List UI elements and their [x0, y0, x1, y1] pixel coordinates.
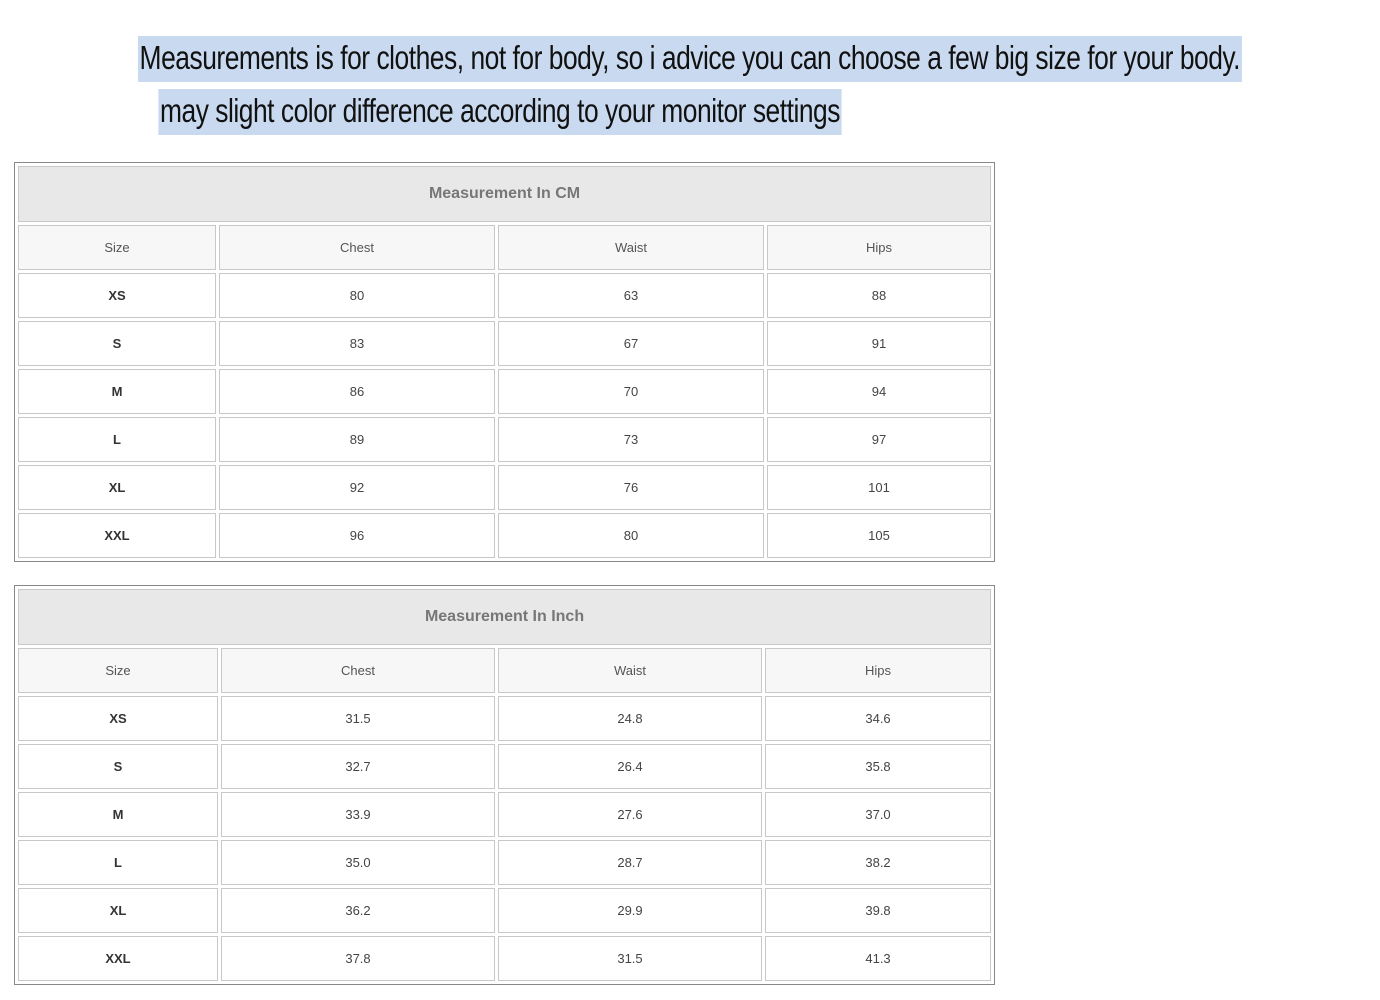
chest-cell: 32.7	[221, 744, 495, 789]
chest-cell: 86	[219, 369, 495, 414]
chest-cell: 37.8	[221, 936, 495, 981]
waist-cell: 76	[498, 465, 764, 510]
chest-cell: 35.0	[221, 840, 495, 885]
hips-cell: 91	[767, 321, 991, 366]
chest-cell: 80	[219, 273, 495, 318]
table-row	[18, 888, 991, 933]
size-table-inch	[14, 585, 995, 985]
size-cell: L	[18, 417, 216, 462]
column-header-size: Size	[18, 225, 216, 270]
size-cell: S	[18, 744, 218, 789]
size-cell: XL	[18, 888, 218, 933]
table-title: Measurement In CM	[18, 166, 991, 222]
hips-cell: 41.3	[765, 936, 991, 981]
size-table-cm	[14, 162, 995, 562]
table-row	[18, 465, 991, 510]
notice-line-1: Measurements is for clothes, not for body, so i advice you can choose a few big size for your body.	[138, 36, 1242, 82]
size-cell: M	[18, 792, 218, 837]
table-row	[18, 321, 991, 366]
hips-cell: 34.6	[765, 696, 991, 741]
size-cell: XXL	[18, 936, 218, 981]
hips-cell: 38.2	[765, 840, 991, 885]
size-cell: XS	[18, 273, 216, 318]
column-header-hips: Hips	[765, 648, 991, 693]
waist-cell: 26.4	[498, 744, 762, 789]
hips-cell: 39.8	[765, 888, 991, 933]
chest-cell: 83	[219, 321, 495, 366]
hips-cell: 105	[767, 513, 991, 558]
hips-cell: 37.0	[765, 792, 991, 837]
chest-cell: 92	[219, 465, 495, 510]
size-cell: XL	[18, 465, 216, 510]
size-cell: XS	[18, 696, 218, 741]
waist-cell: 29.9	[498, 888, 762, 933]
table-row	[18, 513, 991, 558]
waist-cell: 73	[498, 417, 764, 462]
table-row	[18, 840, 991, 885]
waist-cell: 28.7	[498, 840, 762, 885]
chest-cell: 33.9	[221, 792, 495, 837]
notice-banner	[0, 36, 1241, 142]
column-header-size: Size	[18, 648, 218, 693]
hips-cell: 35.8	[765, 744, 991, 789]
chest-cell: 89	[219, 417, 495, 462]
table-row	[18, 273, 991, 318]
table-title: Measurement In Inch	[18, 589, 991, 645]
table-row	[18, 936, 991, 981]
hips-cell: 97	[767, 417, 991, 462]
size-cell: S	[18, 321, 216, 366]
waist-cell: 67	[498, 321, 764, 366]
table-row	[18, 744, 991, 789]
waist-cell: 80	[498, 513, 764, 558]
column-header-hips: Hips	[767, 225, 991, 270]
chest-cell: 96	[219, 513, 495, 558]
waist-cell: 70	[498, 369, 764, 414]
chest-cell: 31.5	[221, 696, 495, 741]
hips-cell: 94	[767, 369, 991, 414]
table-row	[18, 792, 991, 837]
column-header-waist: Waist	[498, 648, 762, 693]
waist-cell: 24.8	[498, 696, 762, 741]
size-cell: M	[18, 369, 216, 414]
waist-cell: 31.5	[498, 936, 762, 981]
size-cell: L	[18, 840, 218, 885]
hips-cell: 88	[767, 273, 991, 318]
table-row	[18, 369, 991, 414]
waist-cell: 63	[498, 273, 764, 318]
column-header-chest: Chest	[221, 648, 495, 693]
column-header-waist: Waist	[498, 225, 764, 270]
table-row	[18, 417, 991, 462]
waist-cell: 27.6	[498, 792, 762, 837]
table-row	[18, 696, 991, 741]
size-cell: XXL	[18, 513, 216, 558]
chest-cell: 36.2	[221, 888, 495, 933]
column-header-chest: Chest	[219, 225, 495, 270]
hips-cell: 101	[767, 465, 991, 510]
notice-line-2: may slight color difference according to your monitor settings	[158, 89, 841, 135]
